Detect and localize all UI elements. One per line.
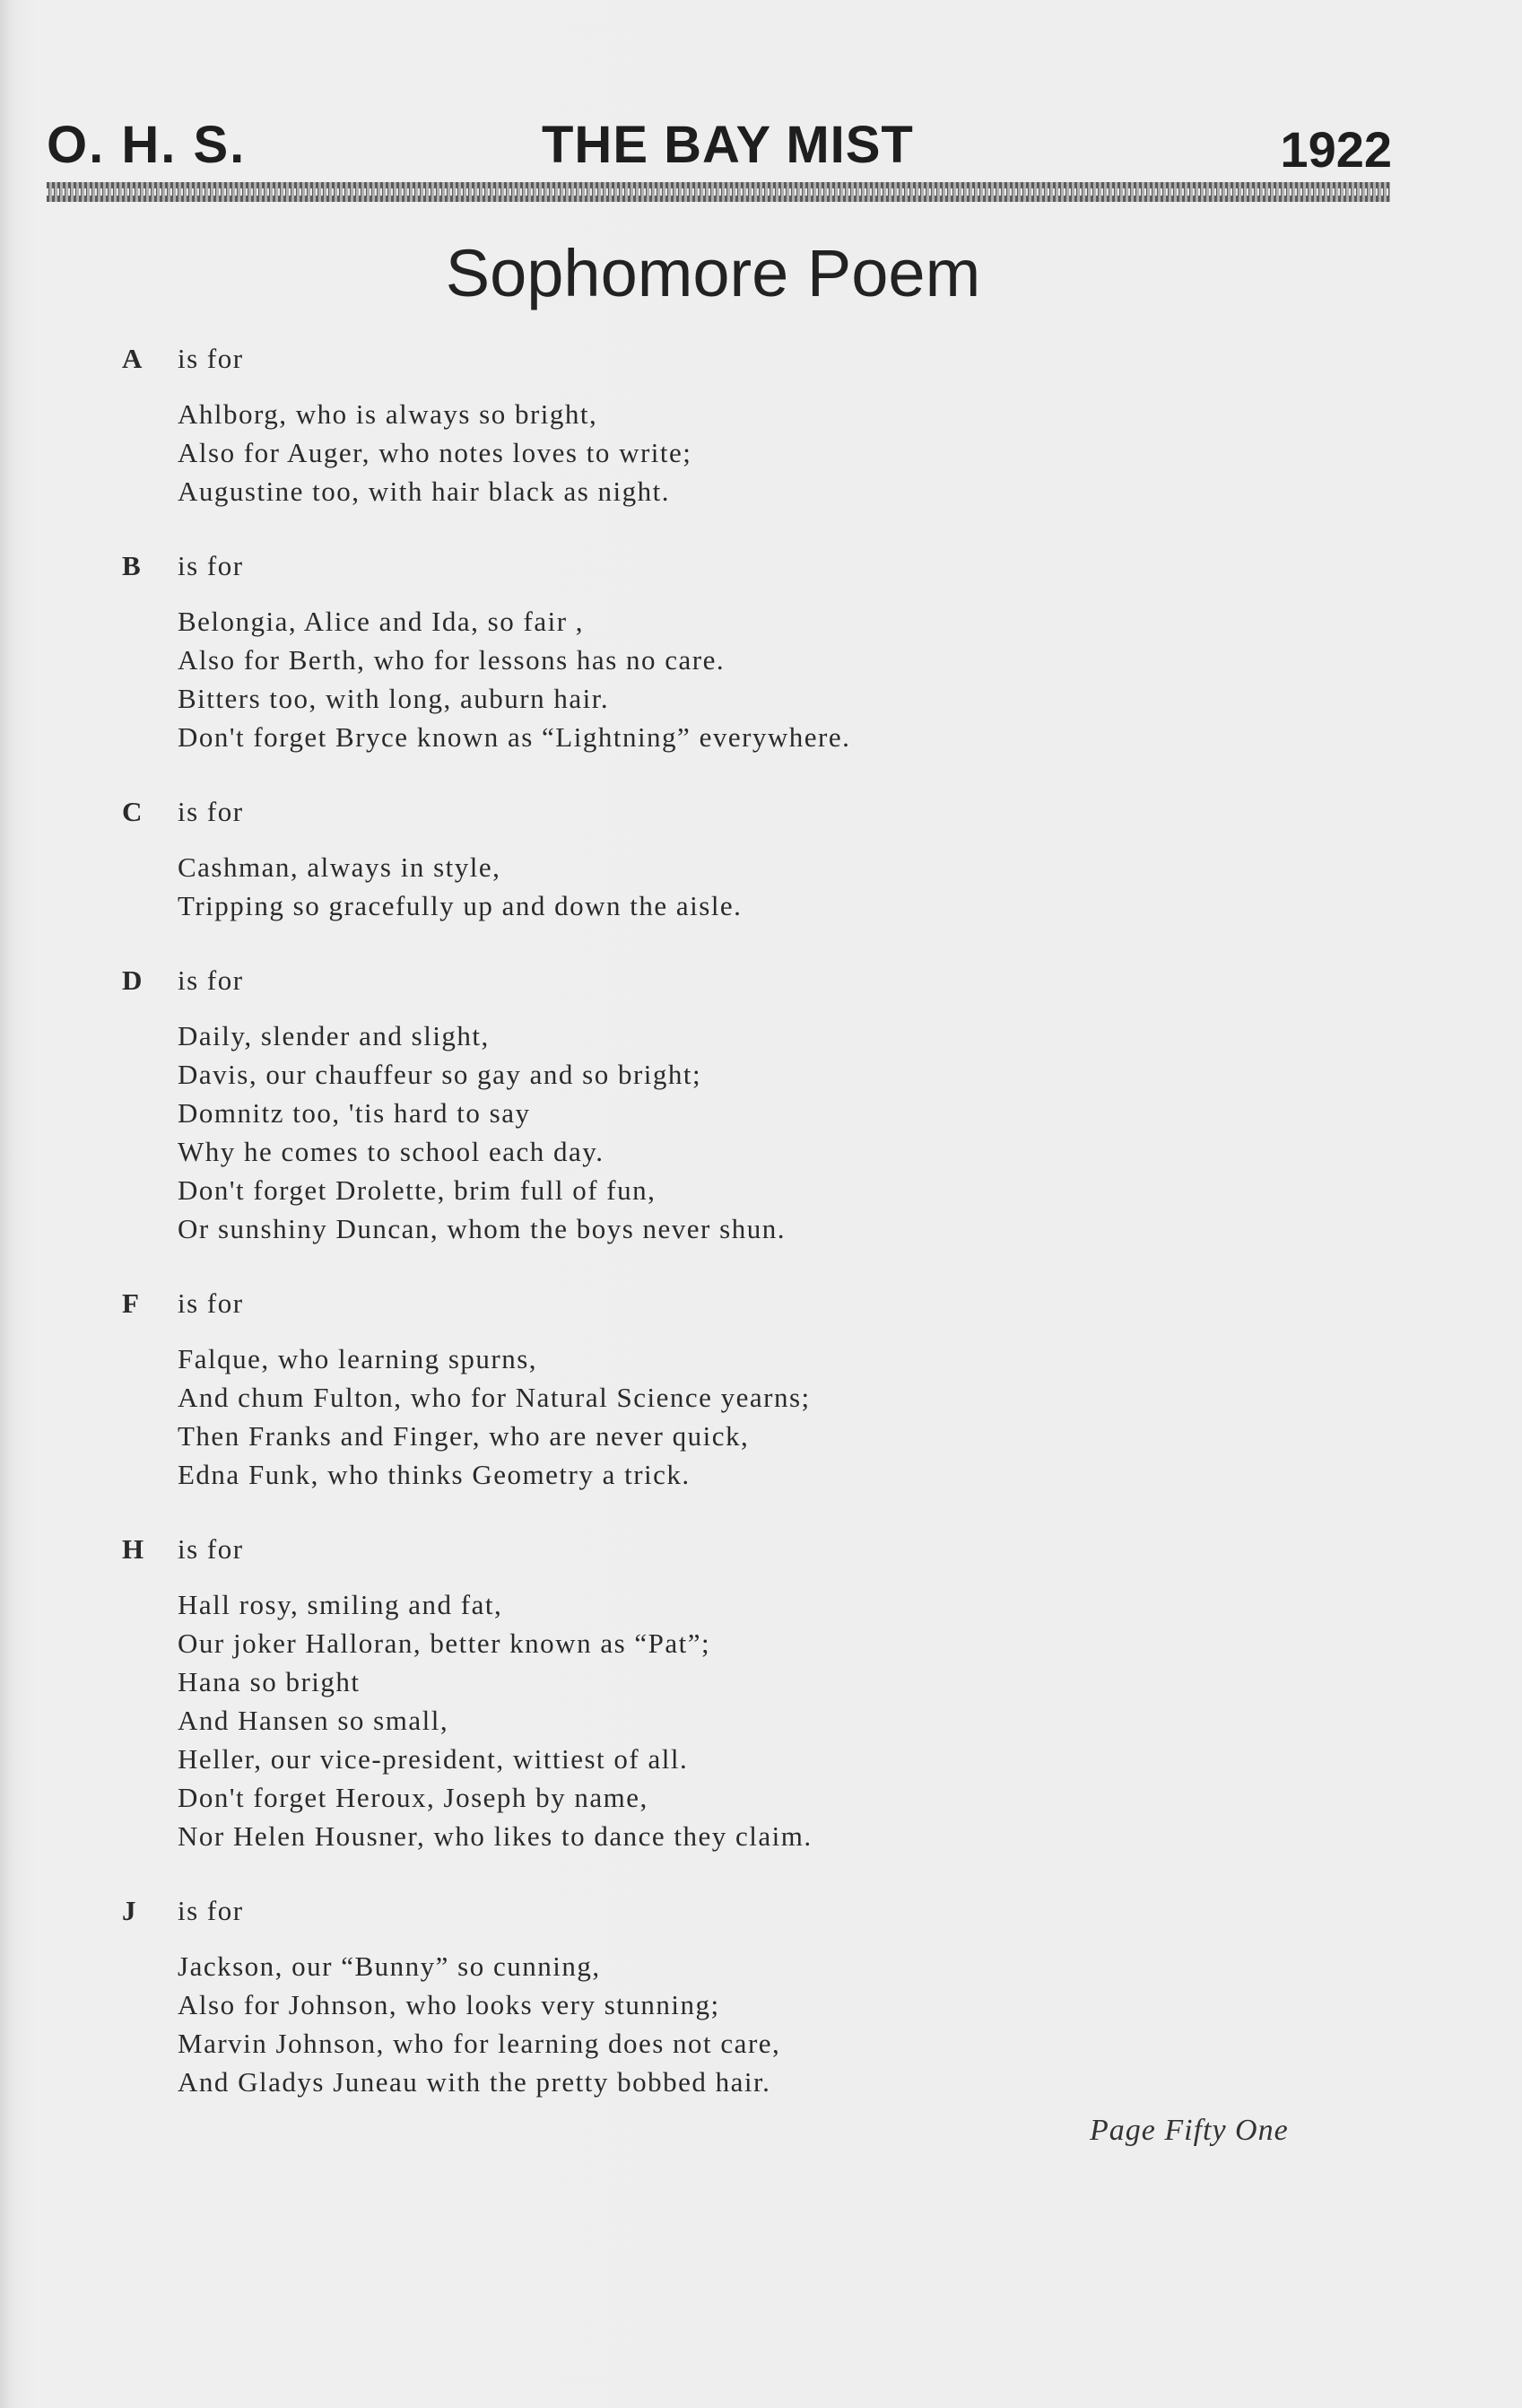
poem-line: Then Franks and Finger, who are never quick, <box>178 1420 750 1452</box>
poem-line: And Gladys Juneau with the pretty bobbed hair. <box>178 2066 771 2098</box>
school-abbreviation: O. H. S. <box>47 116 247 174</box>
stanza-lines <box>178 1016 1288 1248</box>
poem-line: Edna Funk, who thinks Geometry a trick. <box>178 1459 691 1490</box>
poem-line: Heller, our vice-president, wittiest of all. <box>178 1743 689 1775</box>
poem-line: Domnitz too, 'tis hard to say <box>178 1097 531 1129</box>
stanza-letter: D <box>122 964 144 996</box>
poem-line: Don't forget Heroux, Joseph by name, <box>178 1782 648 1813</box>
stanza-lines <box>178 1585 1288 1855</box>
stanza-label: is for <box>178 1287 244 1319</box>
stanza-letter: H <box>122 1533 145 1565</box>
page-header <box>47 115 1392 178</box>
poem-line: Or sunshiny Duncan, whom the boys never shun. <box>178 1213 786 1244</box>
poem-line: And chum Fulton, who for Natural Science yearns; <box>178 1382 811 1413</box>
stanza-lines <box>178 395 1288 510</box>
stanza-letter: C <box>122 796 144 827</box>
stanza-letter: F <box>122 1287 141 1319</box>
stanza-c <box>122 794 1288 925</box>
poem-line: Falque, who learning spurns, <box>178 1343 538 1374</box>
poem-line: Tripping so gracefully up and down the aisle. <box>178 890 743 921</box>
stanza-heading <box>122 341 1288 377</box>
header-decorative-rule <box>47 182 1390 202</box>
poem-line: Davis, our chauffeur so gay and so bright; <box>178 1059 702 1090</box>
stanza-heading <box>122 1286 1288 1322</box>
poem-line: Nor Helen Housner, who likes to dance they claim. <box>178 1820 813 1852</box>
stanza-h <box>122 1531 1288 1855</box>
poem-line: Cashman, always in style, <box>178 851 501 883</box>
stanza-heading <box>122 1893 1288 1929</box>
poem-line: Bitters too, with long, auburn hair. <box>178 683 610 714</box>
poem-line: Marvin Johnson, who for learning does not care, <box>178 2028 781 2059</box>
poem-line: And Hansen so small, <box>178 1705 449 1736</box>
publication-title: THE BAY MIST <box>542 116 914 174</box>
stanza-label: is for <box>178 343 244 374</box>
stanza-label: is for <box>178 964 244 996</box>
stanza-letter: A <box>122 343 144 374</box>
stanza-label: is for <box>178 796 244 827</box>
poem-line: Also for Auger, who notes loves to write; <box>178 437 692 468</box>
stanza-a <box>122 341 1288 510</box>
poem-line: Hall rosy, smiling and fat, <box>178 1589 503 1620</box>
stanza-lines <box>178 1947 1288 2101</box>
poem-line: Why he comes to school each day. <box>178 1136 604 1167</box>
poem-body <box>122 341 1288 2139</box>
poem-line: Augustine too, with hair black as night. <box>178 475 671 507</box>
stanza-letter: J <box>122 1895 137 1926</box>
poem-line: Also for Johnson, who looks very stunning; <box>178 1989 720 2020</box>
poem-line: Belongia, Alice and Ida, so fair , <box>178 606 585 637</box>
poem-line: Our joker Halloran, better known as “Pat”; <box>178 1627 711 1659</box>
stanza-letter: B <box>122 550 143 581</box>
poem-line: Hana so bright <box>178 1666 361 1697</box>
stanza-heading <box>122 548 1288 584</box>
stanza-lines <box>178 848 1288 925</box>
poem-line: Jackson, our “Bunny” so cunning, <box>178 1950 601 1982</box>
stanza-j <box>122 1893 1288 2101</box>
poem-line: Don't forget Drolette, brim full of fun, <box>178 1174 657 1206</box>
poem-title: Sophomore Poem <box>445 236 981 310</box>
stanza-d <box>122 963 1288 1248</box>
stanza-heading <box>122 963 1288 999</box>
stanza-b <box>122 548 1288 756</box>
stanza-lines <box>178 602 1288 756</box>
page-number: Page Fifty One <box>1090 2114 1289 2147</box>
poem-line: Don't forget Bryce known as “Lightning” everywhere. <box>178 721 851 753</box>
publication-year: 1922 <box>1280 121 1392 178</box>
stanza-heading <box>122 1531 1288 1567</box>
poem-line: Ahlborg, who is always so bright, <box>178 398 598 430</box>
poem-line: Also for Berth, who for lessons has no care. <box>178 644 726 676</box>
stanza-label: is for <box>178 1895 244 1926</box>
poem-line: Daily, slender and slight, <box>178 1020 490 1051</box>
stanza-heading <box>122 794 1288 830</box>
stanza-label: is for <box>178 1533 244 1565</box>
stanza-lines <box>178 1339 1288 1494</box>
stanza-label: is for <box>178 550 244 581</box>
stanza-f <box>122 1286 1288 1494</box>
